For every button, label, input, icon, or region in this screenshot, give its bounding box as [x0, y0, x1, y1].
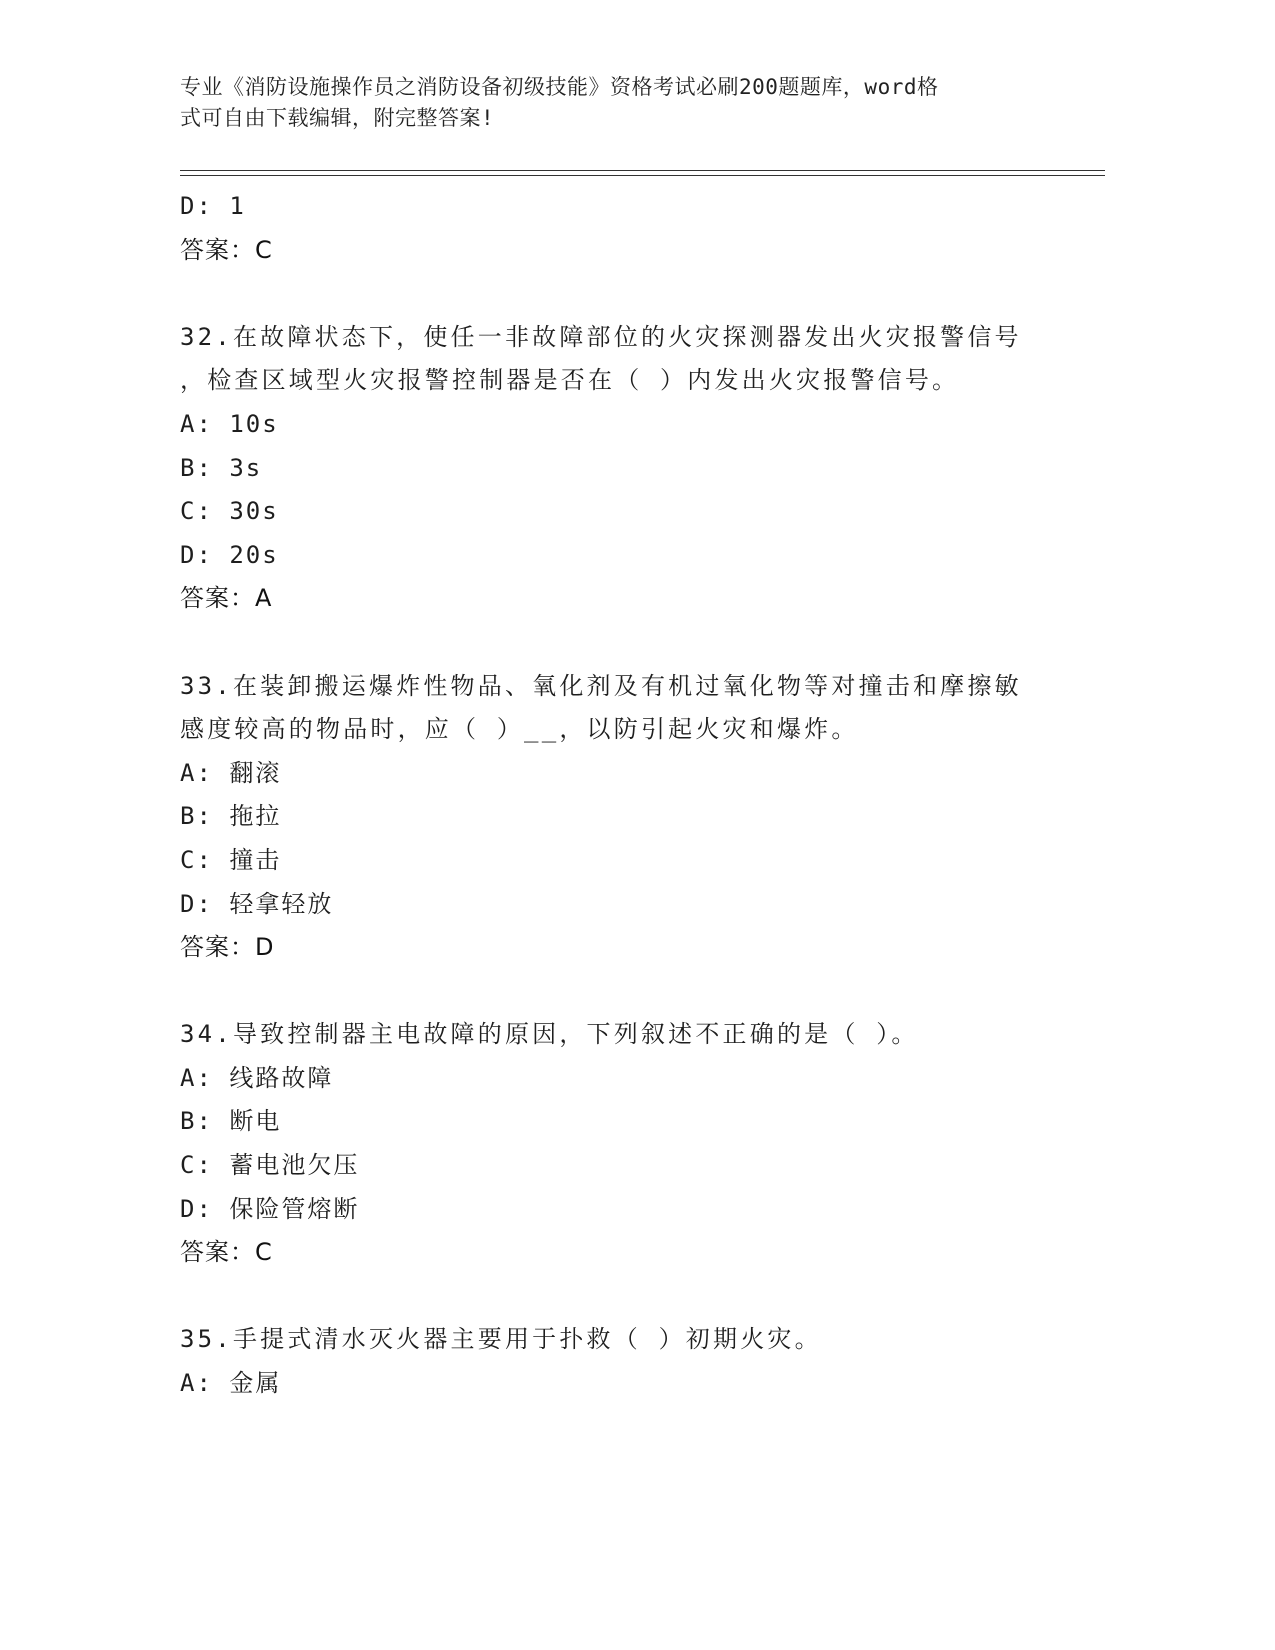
option-b: B: 拖拉 [180, 802, 282, 831]
answer-line: 答案：C [180, 1238, 273, 1267]
question-34 [180, 1013, 1105, 1275]
spacer [180, 621, 1105, 665]
option-d: D: 1 [180, 192, 246, 220]
option-d: D: 保险管熔断 [180, 1194, 360, 1223]
question-text-line: 34.导致控制器主电故障的原因，下列叙述不正确的是（ ）。 [180, 1020, 919, 1049]
header-line-2: 式可自由下载编辑，附完整答案! [180, 106, 495, 130]
document-header [180, 72, 1040, 134]
spacer [180, 970, 1105, 1014]
answer-line: 答案：A [180, 584, 273, 613]
answer-line: 答案：D [180, 933, 275, 962]
question-35 [180, 1318, 1105, 1405]
question-list [180, 185, 1105, 1406]
header-divider-bottom [180, 175, 1105, 176]
option-b: B: 断电 [180, 1107, 282, 1136]
spacer [180, 272, 1105, 316]
question-text-line: ，检查区域型火灾报警控制器是否在（ ）内发出火灾报警信号。 [180, 366, 960, 395]
spacer [180, 1275, 1105, 1319]
question-text-line: 33.在装卸搬运爆炸性物品、氧化剂及有机过氧化物等对撞击和摩擦敏 [180, 671, 1022, 700]
question-text-line: 32.在故障状态下，使任一非故障部位的火灾探测器发出火灾报警信号 [180, 322, 1022, 351]
option-d: D: 轻拿轻放 [180, 889, 334, 918]
option-a: A: 翻滚 [180, 758, 282, 787]
option-a: A: 金属 [180, 1369, 282, 1398]
option-c: C: 撞击 [180, 845, 282, 874]
question-text-line: 35.手提式清水灭火器主要用于扑救（ ）初期火灾。 [180, 1325, 822, 1354]
option-d: D: 20s [180, 540, 279, 569]
option-b: B: 3s [180, 453, 263, 482]
option-c: C: 30s [180, 497, 279, 526]
header-line-1: 专业《消防设施操作员之消防设备初级技能》资格考试必刷200题题库，word格 [180, 75, 939, 99]
question-33 [180, 665, 1105, 970]
option-a: A: 线路故障 [180, 1063, 334, 1092]
header-divider-top [180, 170, 1105, 171]
answer-line: 答案：C [180, 235, 273, 264]
option-a: A: 10s [180, 409, 279, 438]
question-32 [180, 316, 1105, 621]
option-c: C: 蓄电池欠压 [180, 1151, 360, 1180]
question-text-line: 感度较高的物品时，应（ ）__，以防引起火灾和爆炸。 [180, 715, 859, 744]
